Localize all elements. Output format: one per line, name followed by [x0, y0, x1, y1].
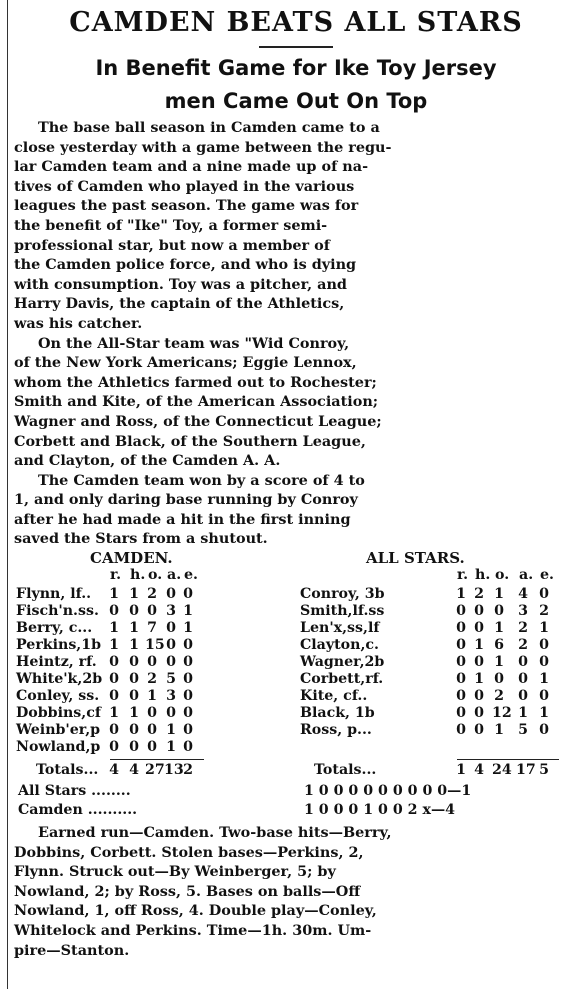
- allstars-stat-h: 0: [474, 620, 484, 637]
- headline: CAMDEN BEATS ALL STARS: [69, 7, 523, 38]
- allstars-stat-o: 6: [494, 637, 504, 654]
- camden-stat-h: 0: [129, 671, 139, 688]
- allstars-player-name: Black, 1b: [300, 705, 375, 722]
- totals-rule: [110, 759, 204, 760]
- camden-stat-o: 0: [147, 722, 157, 739]
- deck-line-1: In Benefit Game for Ike Toy Jersey: [95, 56, 497, 80]
- allstars-total-e: 5: [539, 762, 549, 779]
- allstars-stat-o: 0: [494, 603, 504, 620]
- allstars-stat-h: 0: [474, 603, 484, 620]
- body-line: with consumption. Toy was a pitcher, and: [14, 275, 347, 293]
- body-line: whom the Athletics farmed out to Rochester;: [14, 373, 377, 391]
- allstars-stat-e: 0: [539, 586, 549, 603]
- body-line: leagues the past season. The game was for: [14, 197, 359, 215]
- camden-stat-a: 1: [166, 739, 176, 756]
- allstars-stat-r: 0: [456, 637, 466, 654]
- camden-stat-e: 0: [183, 739, 193, 756]
- camden-stat-o: 7: [147, 620, 157, 637]
- allstars-stat-e: 2: [539, 603, 549, 620]
- camden-total-e: 2: [183, 762, 193, 779]
- camden-stat-r: 1: [109, 620, 119, 637]
- camden-stat-a: 3: [166, 603, 176, 620]
- camden-stat-r: 0: [109, 739, 119, 756]
- body-line: Smith and Kite, of the American Association;: [14, 393, 379, 411]
- allstars-stat-r: 0: [456, 722, 466, 739]
- camden-stat-a: 0: [166, 705, 176, 722]
- body-line: Harry Davis, the captain of the Athletics,: [14, 295, 345, 313]
- camden-stat-e: 0: [183, 688, 193, 705]
- allstars-col-header: e.: [540, 567, 554, 584]
- body-line: of the New York Americans; Eggie Lennox,: [14, 354, 357, 372]
- camden-stat-e: 0: [183, 705, 193, 722]
- allstars-stat-r: 0: [456, 671, 466, 688]
- body-line: Wagner and Ross, of the Connecticut League;: [14, 412, 382, 430]
- summary-line: Earned run—Camden. Two-base hits—Berry,: [38, 824, 392, 842]
- allstars-stat-e: 0: [539, 722, 549, 739]
- camden-total-a: 13: [164, 762, 184, 779]
- body-line: saved the Stars from a shutout.: [14, 530, 268, 548]
- camden-stat-h: 1: [129, 586, 139, 603]
- camden-stat-h: 0: [129, 722, 139, 739]
- body-line: professional star, but now a member of: [14, 236, 330, 254]
- allstars-stat-a: 2: [518, 620, 528, 637]
- body-line: On the All-Star team was "Wid Conroy,: [38, 334, 350, 352]
- allstars-stat-a: 2: [518, 637, 528, 654]
- allstars-stat-e: 0: [539, 654, 549, 671]
- camden-stat-o: 0: [147, 603, 157, 620]
- camden-col-header: h.: [130, 567, 146, 584]
- camden-stat-r: 0: [109, 671, 119, 688]
- camden-stat-r: 1: [109, 705, 119, 722]
- allstars-total-a: 17: [516, 762, 536, 779]
- camden-total-r: 4: [109, 762, 119, 779]
- allstars-stat-e: 0: [539, 637, 549, 654]
- camden-stat-r: 1: [109, 637, 119, 654]
- allstars-stat-a: 1: [518, 705, 528, 722]
- camden-stat-e: 1: [183, 603, 193, 620]
- camden-player-name: Nowland,p: [16, 739, 101, 756]
- allstars-line-innings: 1 0 0 0 0 0 0 0 0 0—1: [304, 783, 472, 800]
- camden-stat-r: 1: [109, 586, 119, 603]
- allstars-col-header: h.: [475, 567, 491, 584]
- allstars-stat-h: 1: [474, 671, 484, 688]
- camden-col-header: o.: [148, 567, 163, 584]
- body-line: was his catcher.: [14, 314, 143, 332]
- camden-stat-a: 0: [166, 654, 176, 671]
- allstars-stat-o: 0: [494, 671, 504, 688]
- allstars-player-name: Wagner,2b: [300, 654, 385, 671]
- camden-stat-a: 5: [166, 671, 176, 688]
- camden-stat-h: 1: [129, 705, 139, 722]
- summary-line: Nowland, 2; by Ross, 5. Bases on balls—Off: [14, 882, 361, 900]
- allstars-player-name: Corbett,rf.: [300, 671, 384, 688]
- camden-stat-a: 0: [166, 637, 176, 654]
- camden-title: CAMDEN.: [90, 549, 173, 568]
- camden-stat-h: 0: [129, 688, 139, 705]
- camden-player-name: Flynn, lf..: [16, 586, 92, 603]
- body-line: lar Camden team and a nine made up of na-: [14, 158, 369, 176]
- allstars-totals-label: Totals...: [314, 762, 377, 779]
- allstars-stat-h: 1: [474, 637, 484, 654]
- camden-stat-h: 0: [129, 739, 139, 756]
- summary-line: Whitelock and Perkins. Time—1h. 30m. Um-: [14, 922, 372, 940]
- allstars-col-header: r.: [457, 567, 469, 584]
- camden-stat-a: 0: [166, 620, 176, 637]
- allstars-stat-h: 0: [474, 705, 484, 722]
- allstars-stat-a: 0: [518, 671, 528, 688]
- headline-divider: [259, 46, 333, 48]
- camden-stat-e: 0: [183, 671, 193, 688]
- allstars-stat-h: 2: [474, 586, 484, 603]
- camden-stat-h: 0: [129, 603, 139, 620]
- allstars-player-name: Len'x,ss,lf: [300, 620, 380, 637]
- camden-player-name: White'k,2b: [16, 671, 103, 688]
- body-line: and Clayton, of the Camden A. A.: [14, 452, 281, 470]
- camden-line-innings: 1 0 0 0 1 0 0 2 x—4: [304, 802, 456, 819]
- camden-stat-e: 1: [183, 620, 193, 637]
- camden-stat-e: 0: [183, 722, 193, 739]
- totals-rule: [457, 759, 559, 760]
- camden-player-name: Perkins,1b: [16, 637, 102, 654]
- camden-totals-label: Totals...: [36, 762, 99, 779]
- allstars-stat-o: 1: [494, 586, 504, 603]
- line-score: [14, 783, 578, 823]
- camden-stat-e: 0: [183, 654, 193, 671]
- column-rule: [7, 0, 8, 989]
- camden-player-name: Heintz, rf.: [16, 654, 97, 671]
- camden-line-label: Camden ..........: [18, 802, 138, 819]
- camden-stat-o: 0: [147, 705, 157, 722]
- camden-stat-a: 1: [166, 722, 176, 739]
- allstars-stat-r: 0: [456, 688, 466, 705]
- camden-stat-h: 1: [129, 637, 139, 654]
- camden-stat-o: 0: [147, 654, 157, 671]
- allstars-stat-h: 0: [474, 688, 484, 705]
- camden-total-o: 27: [145, 762, 165, 779]
- body-line: tives of Camden who played in the various: [14, 177, 355, 195]
- camden-stat-a: 0: [166, 586, 176, 603]
- allstars-total-o: 24: [492, 762, 512, 779]
- allstars-stat-e: 1: [539, 671, 549, 688]
- camden-player-name: Fisch'n.ss.: [16, 603, 99, 620]
- allstars-stat-o: 1: [494, 722, 504, 739]
- camden-stat-r: 0: [109, 722, 119, 739]
- camden-stat-r: 0: [109, 654, 119, 671]
- summary-line: Flynn. Struck out—By Weinberger, 5; by: [14, 863, 336, 881]
- camden-stat-o: 15: [145, 637, 165, 654]
- article-column: [14, 0, 578, 960]
- camden-player-name: Berry, c...: [16, 620, 93, 637]
- camden-stat-a: 3: [166, 688, 176, 705]
- allstars-stat-r: 0: [456, 705, 466, 722]
- allstars-player-name: Clayton,c.: [300, 637, 379, 654]
- camden-player-name: Weinb'er,p: [16, 722, 101, 739]
- summary-line: pire—Stanton.: [14, 941, 130, 959]
- allstars-stat-a: 5: [518, 722, 528, 739]
- camden-stat-e: 0: [183, 637, 193, 654]
- camden-stat-o: 2: [147, 671, 157, 688]
- camden-stat-r: 0: [109, 603, 119, 620]
- body-line: after he had made a hit in the first inning: [14, 510, 351, 528]
- allstars-player-name: Conroy, 3b: [300, 586, 385, 603]
- allstars-stat-o: 1: [494, 620, 504, 637]
- allstars-player-name: Smith,lf.ss: [300, 603, 385, 620]
- allstars-stat-o: 12: [492, 705, 512, 722]
- camden-stat-h: 1: [129, 620, 139, 637]
- allstars-title: ALL STARS.: [366, 549, 465, 568]
- box-score: [14, 549, 578, 783]
- allstars-stat-h: 0: [474, 654, 484, 671]
- camden-col-header: e.: [184, 567, 198, 584]
- allstars-stat-a: 3: [518, 603, 528, 620]
- body-line: close yesterday with a game between the regu-: [14, 138, 392, 156]
- camden-stat-o: 0: [147, 739, 157, 756]
- body-line: the benefit of "Ike" Toy, a former semi-: [14, 216, 328, 234]
- allstars-stat-h: 0: [474, 722, 484, 739]
- camden-stat-r: 0: [109, 688, 119, 705]
- camden-stat-e: 0: [183, 586, 193, 603]
- camden-col-header: a.: [167, 567, 182, 584]
- summary-line: Nowland, 1, off Ross, 4. Double play—Conley,: [14, 902, 377, 920]
- article-body: [14, 118, 578, 549]
- allstars-stat-e: 1: [539, 705, 549, 722]
- allstars-line-label: All Stars ........: [18, 783, 131, 800]
- body-line: 1, and only daring base running by Conroy: [14, 491, 358, 509]
- deck-line-2: men Came Out On Top: [164, 89, 428, 113]
- summary-line: Dobbins, Corbett. Stolen bases—Perkins, 2,: [14, 843, 364, 861]
- allstars-stat-e: 1: [539, 620, 549, 637]
- camden-player-name: Dobbins,cf: [16, 705, 101, 722]
- allstars-stat-e: 0: [539, 688, 549, 705]
- allstars-player-name: Kite, cf..: [300, 688, 368, 705]
- allstars-stat-a: 4: [518, 586, 528, 603]
- camden-player-name: Conley, ss.: [16, 688, 100, 705]
- camden-stat-o: 2: [147, 586, 157, 603]
- allstars-col-header: a.: [519, 567, 534, 584]
- body-line: The Camden team won by a score of 4 to: [38, 471, 365, 489]
- allstars-total-h: 4: [474, 762, 484, 779]
- camden-col-header: r.: [110, 567, 122, 584]
- camden-stat-h: 0: [129, 654, 139, 671]
- game-summary: [14, 823, 578, 960]
- allstars-col-header: o.: [495, 567, 510, 584]
- allstars-stat-a: 0: [518, 688, 528, 705]
- allstars-stat-r: 0: [456, 620, 466, 637]
- camden-total-h: 4: [129, 762, 139, 779]
- allstars-stat-o: 1: [494, 654, 504, 671]
- allstars-player-name: Ross, p...: [300, 722, 372, 739]
- allstars-stat-a: 0: [518, 654, 528, 671]
- allstars-total-r: 1: [456, 762, 466, 779]
- allstars-stat-r: 1: [456, 586, 466, 603]
- body-line: the Camden police force, and who is dying: [14, 256, 357, 274]
- body-line: The base ball season in Camden came to a: [38, 119, 380, 136]
- camden-stat-o: 1: [147, 688, 157, 705]
- allstars-stat-r: 0: [456, 603, 466, 620]
- allstars-stat-r: 0: [456, 654, 466, 671]
- allstars-stat-o: 2: [494, 688, 504, 705]
- body-line: Corbett and Black, of the Southern League,: [14, 432, 366, 450]
